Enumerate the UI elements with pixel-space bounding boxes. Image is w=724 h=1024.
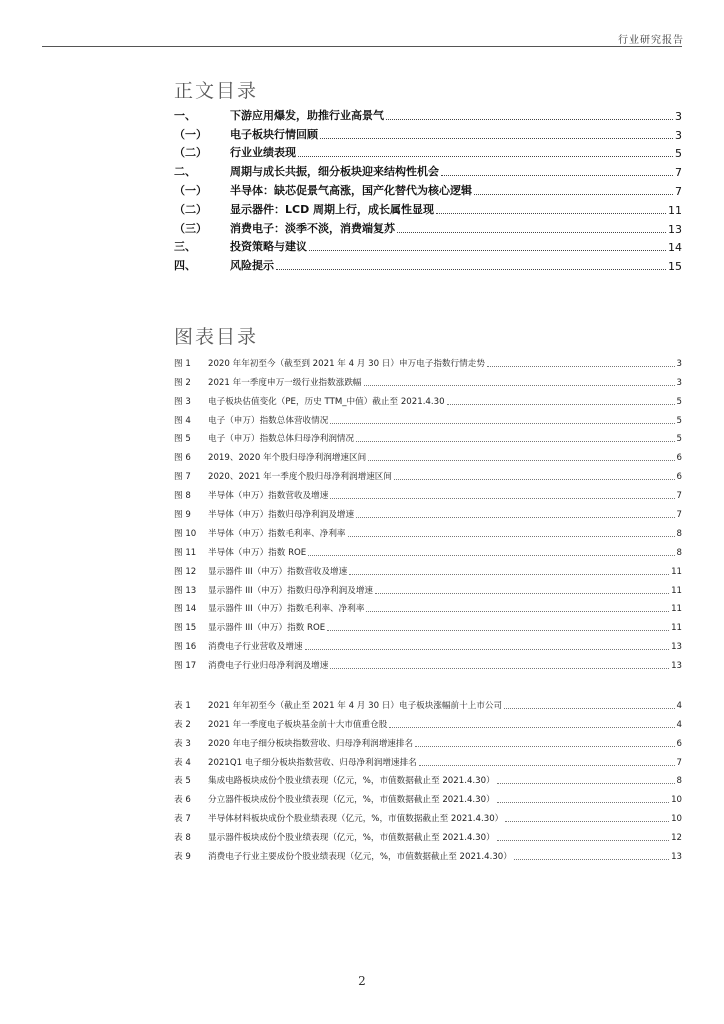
dot-leader: [389, 727, 674, 728]
entry-title: 显示器件：LCD 周期上行，成长属性显现: [230, 202, 435, 216]
entry-number: 表 9: [174, 852, 191, 863]
dot-leader: [356, 517, 674, 518]
header-divider: [42, 46, 682, 47]
toc-entry[interactable]: [174, 217, 682, 236]
dot-leader: [497, 802, 669, 803]
entry-number: （一）: [174, 183, 207, 197]
entry-page: 7: [676, 510, 682, 521]
dot-leader: [330, 668, 669, 669]
entry-page: 8: [676, 776, 682, 787]
entry-title: 显示器件 III（申万）指数归母净利润及增速: [208, 585, 374, 596]
entry-page: 10: [671, 795, 682, 806]
entry-page: 4: [676, 700, 682, 711]
entry-page: 13: [671, 852, 682, 863]
table-entry[interactable]: [174, 711, 682, 730]
entry-number: 图 16: [174, 642, 197, 653]
entry-page: 11: [671, 623, 682, 634]
entry-page: 7: [676, 491, 682, 502]
entry-title: 半导体（申万）指数毛利率、净利率: [208, 528, 346, 539]
entry-page: 5: [675, 147, 682, 161]
table-entry[interactable]: [174, 824, 682, 843]
dot-leader: [487, 366, 675, 367]
entry-number: 图 15: [174, 623, 197, 634]
dot-leader: [397, 232, 666, 233]
dot-leader: [327, 630, 669, 631]
entry-page: 5: [676, 415, 682, 426]
entry-title: 2020、2021 年一季度个股归母净利润增速区间: [208, 472, 392, 483]
dot-leader: [368, 460, 674, 461]
entry-title: 2019、2020 年个股归母净利润增速区间: [208, 453, 367, 464]
figure-entry[interactable]: [174, 444, 682, 463]
entry-number: 表 4: [174, 757, 191, 768]
figure-entry[interactable]: [174, 633, 682, 652]
entry-number: 表 6: [174, 795, 191, 806]
dot-leader: [504, 708, 674, 709]
figure-entry[interactable]: [174, 388, 682, 407]
dot-leader: [419, 765, 675, 766]
entry-page: 13: [668, 222, 682, 236]
toc-entry[interactable]: [174, 179, 682, 198]
entry-page: 15: [668, 260, 682, 274]
entry-number: 表 7: [174, 814, 191, 825]
dot-leader: [348, 536, 675, 537]
entry-page: 5: [676, 434, 682, 445]
entry-title: 2020 年年初至今（截至到 2021 年 4 月 30 日）申万电子指数行情走势: [208, 358, 485, 369]
figure-entry[interactable]: [174, 350, 682, 369]
entry-title: 显示器件 III（申万）指数毛利率、净利率: [208, 604, 365, 615]
entry-page: 3: [676, 358, 682, 369]
entry-page: 3: [676, 377, 682, 388]
entry-page: 6: [676, 472, 682, 483]
figure-entry[interactable]: [174, 596, 682, 615]
entry-page: 5: [676, 396, 682, 407]
entry-number: 图 6: [174, 453, 191, 464]
entry-number: 三、: [174, 240, 196, 254]
entry-number: 四、: [174, 259, 196, 273]
entry-page: 14: [668, 241, 682, 255]
figure-entry[interactable]: [174, 463, 682, 482]
entry-page: 11: [671, 585, 682, 596]
figure-entry[interactable]: [174, 539, 682, 558]
entry-title: 半导体（申万）指数归母净利润及增速: [208, 510, 355, 521]
entry-title: 显示器件 III（申万）指数营收及增速: [208, 566, 348, 577]
table-list: [174, 692, 682, 862]
dot-leader: [356, 441, 674, 442]
entry-page: 7: [675, 166, 682, 180]
entry-title: 分立器件板块成份个股业绩表现（亿元，%，市值数据截止至 2021.4.30）: [208, 795, 495, 806]
entry-number: 表 3: [174, 738, 191, 749]
entry-title: 电子板块估值变化（PE，历史 TTM_中值）截止至 2021.4.30: [208, 396, 445, 407]
header-label: 行业研究报告: [618, 35, 684, 46]
entry-number: 图 9: [174, 510, 191, 521]
entry-title: 显示器件板块成份个股业绩表现（亿元，%，市值数据截止至 2021.4.30）: [208, 833, 495, 844]
entry-page: 11: [671, 604, 682, 615]
dot-leader: [436, 213, 666, 214]
figure-list: [174, 350, 682, 671]
entry-title: 2020 年电子细分板块指数营收、归母净利润增速排名: [208, 738, 414, 749]
entry-title: 风险提示: [230, 259, 274, 273]
dot-leader: [349, 574, 669, 575]
entry-title: 半导体材料板块成份个股业绩表现（亿元，%，市值数据截止至 2021.4.30）: [208, 814, 504, 825]
entry-title: 半导体（申万）指数营收及增速: [208, 491, 329, 502]
figure-entry[interactable]: [174, 369, 682, 388]
toc-entry[interactable]: [174, 198, 682, 217]
entry-title: 投资策略与建议: [230, 240, 307, 254]
table-entry[interactable]: [174, 768, 682, 787]
table-entry[interactable]: [174, 730, 682, 749]
entry-title: 电子（申万）指数总体归母净利润情况: [208, 434, 355, 445]
dot-leader: [364, 385, 675, 386]
dot-leader: [394, 479, 675, 480]
dot-leader: [298, 156, 673, 157]
toc-list: [174, 104, 682, 273]
figure-entry[interactable]: [174, 558, 682, 577]
entry-page: 12: [671, 833, 682, 844]
figure-entry[interactable]: [174, 577, 682, 596]
dot-leader: [366, 611, 669, 612]
entry-title: 周期与成长共振，细分板块迎来结构性机会: [230, 165, 439, 179]
entry-number: 表 5: [174, 776, 191, 787]
entry-number: （三）: [174, 221, 207, 235]
entry-page: 7: [676, 757, 682, 768]
entry-number: 一、: [174, 108, 196, 122]
figure-entry[interactable]: [174, 652, 682, 671]
entry-number: （一）: [174, 127, 207, 141]
dot-leader: [320, 138, 673, 139]
entry-number: 图 7: [174, 472, 191, 483]
entry-number: 图 12: [174, 566, 197, 577]
figure-entry[interactable]: [174, 407, 682, 426]
table-entry[interactable]: [174, 692, 682, 711]
toc-entry[interactable]: [174, 254, 682, 273]
entry-title: 下游应用爆发，助推行业高景气: [230, 108, 384, 122]
entry-page: 8: [676, 528, 682, 539]
entry-title: 消费电子行业归母净利润及增速: [208, 661, 329, 672]
entry-number: 图 4: [174, 415, 191, 426]
dot-leader: [309, 250, 666, 251]
dot-leader: [474, 194, 673, 195]
entry-number: 图 5: [174, 434, 191, 445]
entry-number: 图 14: [174, 604, 197, 615]
toc-entry[interactable]: [174, 123, 682, 142]
toc-heading: 正文目录: [174, 80, 259, 102]
entry-title: 半导体（申万）指数 ROE: [208, 547, 307, 558]
dot-leader: [375, 593, 669, 594]
figure-entry[interactable]: [174, 426, 682, 445]
table-entry[interactable]: [174, 749, 682, 768]
entry-page: 8: [676, 547, 682, 558]
toc-entry[interactable]: [174, 104, 682, 123]
entry-title: 2021 年一季度电子板块基金前十大市值重仓股: [208, 719, 388, 730]
toc-entry[interactable]: [174, 160, 682, 179]
table-entry[interactable]: [174, 786, 682, 805]
entry-page: 6: [676, 453, 682, 464]
entry-number: 图 13: [174, 585, 197, 596]
dot-leader: [505, 821, 669, 822]
dot-leader: [497, 783, 675, 784]
entry-number: 图 3: [174, 396, 191, 407]
toc-entry[interactable]: [174, 236, 682, 255]
entry-number: 表 8: [174, 833, 191, 844]
entry-number: 图 17: [174, 661, 197, 672]
entry-title: 行业业绩表现: [230, 146, 296, 160]
entry-page: 10: [671, 814, 682, 825]
dot-leader: [276, 269, 666, 270]
entry-title: 电子板块行情回顾: [230, 127, 318, 141]
entry-number: （二）: [174, 146, 207, 160]
entry-number: 表 1: [174, 700, 191, 711]
figure-entry[interactable]: [174, 482, 682, 501]
entry-title: 消费电子行业营收及增速: [208, 642, 303, 653]
entry-page: 11: [668, 203, 682, 217]
dot-leader: [497, 840, 669, 841]
figure-entry[interactable]: [174, 520, 682, 539]
dot-leader: [441, 175, 673, 176]
entry-page: 11: [671, 566, 682, 577]
table-entry[interactable]: [174, 843, 682, 862]
entry-number: 表 2: [174, 719, 191, 730]
charts-heading: 图表目录: [174, 326, 259, 348]
entry-title: 半导体：缺芯促景气高涨，国产化替代为核心逻辑: [230, 183, 472, 197]
entry-title: 消费电子行业主要成份个股业绩表现（亿元，%，市值数据截止至 2021.4.30）: [208, 852, 512, 863]
table-entry[interactable]: [174, 805, 682, 824]
dot-leader: [330, 498, 674, 499]
entry-page: 13: [671, 661, 682, 672]
dot-leader: [514, 859, 669, 860]
entry-page: 3: [675, 128, 682, 142]
dot-leader: [308, 555, 674, 556]
entry-page: 7: [675, 184, 682, 198]
entry-number: 图 10: [174, 528, 197, 539]
dot-leader: [415, 746, 674, 747]
entry-title: 2021 年一季度申万一级行业指数涨跌幅: [208, 377, 362, 388]
entry-number: 图 1: [174, 358, 191, 369]
entry-title: 显示器件 III（申万）指数 ROE: [208, 623, 326, 634]
entry-number: 图 2: [174, 377, 191, 388]
figure-entry[interactable]: [174, 501, 682, 520]
entry-page: 3: [675, 109, 682, 123]
entry-number: 图 8: [174, 491, 191, 502]
figure-entry[interactable]: [174, 614, 682, 633]
page-number: 2: [358, 974, 366, 988]
entry-number: 二、: [174, 165, 196, 179]
entry-number: 图 11: [174, 547, 197, 558]
dot-leader: [305, 649, 670, 650]
entry-page: 4: [676, 719, 682, 730]
dot-leader: [330, 423, 674, 424]
dot-leader: [447, 404, 675, 405]
entry-title: 2021Q1 电子细分板块指数营收、归母净利润增速排名: [208, 757, 417, 768]
entry-page: 6: [676, 738, 682, 749]
entry-title: 消费电子：淡季不淡，消费端复苏: [230, 221, 395, 235]
toc-entry[interactable]: [174, 142, 682, 161]
entry-title: 2021 年年初至今（截止至 2021 年 4 月 30 日）电子板块涨幅前十上市公司: [208, 700, 503, 711]
entry-title: 电子（申万）指数总体营收情况: [208, 415, 329, 426]
entry-title: 集成电路板块成份个股业绩表现（亿元，%，市值数据截止至 2021.4.30）: [208, 776, 495, 787]
entry-number: （二）: [174, 202, 207, 216]
dot-leader: [386, 119, 673, 120]
entry-page: 13: [671, 642, 682, 653]
